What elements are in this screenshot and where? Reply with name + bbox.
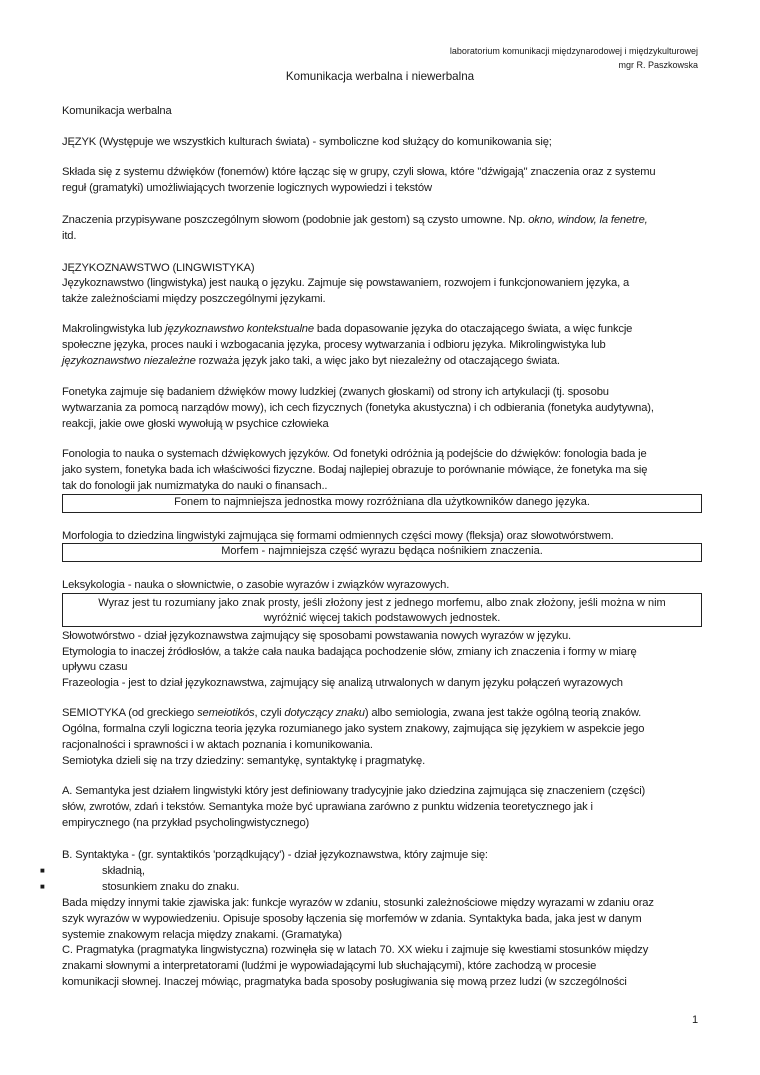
paragraph-sklada-line2: reguł (gramatyki) umożliwiających tworzenie logicznych wypowiedzi i tekstów xyxy=(62,182,432,194)
paragraph-etymologia-line2: upływu czasu xyxy=(62,661,128,673)
text-span: bada dopasowanie języka do otaczającego świata, a więc funkcje xyxy=(313,323,633,335)
heading-jezykoznawstwo: JĘZYKOZNAWSTWO (LINGWISTYKA) xyxy=(62,262,255,274)
paragraph-syntaktyka: B. Syntaktyka - (gr. syntaktikós 'porządkujący') - dział językoznawstwa, który zajmuje się: xyxy=(62,849,488,861)
paragraph-znaczenia-line2: itd. xyxy=(62,230,77,242)
paragraph-jezykoznawstwo-line2: także zależnościami między poszczególnymi językami. xyxy=(62,293,326,305)
paragraph-etymologia-line1: Etymologia to inaczej źródłosłów, a także cała nauka badająca pochodzenie słów, zmiany ich znaczenia i formy w miarę xyxy=(62,646,637,658)
paragraph-semiotyka-line3: racjonalności i sprawności i w aktach poznania i komunikowania. xyxy=(62,739,373,751)
text-span: Znaczenia przypisywane poszczególnym słowom (podobnie jak gestom) są czysto umowne. Np. xyxy=(62,214,529,226)
paragraph-semiotyka-line1 xyxy=(62,705,702,721)
italic-term: językoznawstwo kontekstualne xyxy=(165,323,314,335)
paragraph-bada-line3: systemie znakowym relacja między znakami. (Gramatyka) xyxy=(62,929,342,941)
bullet-icon: ■ xyxy=(40,866,45,875)
italic-term: językoznawstwo niezależne xyxy=(62,355,196,367)
paragraph-makro-line2: społeczne języka, proces nauki i wzbogacania języka, procesy wytwarzania i odbioru języka. Mikrolingwistyka lub xyxy=(62,339,606,351)
italic-term: semeiotikós xyxy=(197,707,255,719)
paragraph-pragmatyka-line3: komunikacji słownej. Inaczej mówiąc, pragmatyka bada sposoby posługiwania się mową przez ludzi (w szczególności xyxy=(62,976,627,988)
definition-text: Fonem to najmniejsza jednostka mowy rozróżniana dla użytkowników danego języka. xyxy=(174,496,590,508)
paragraph-znaczenia-line1 xyxy=(62,212,702,228)
page-title: Komunikacja werbalna i niewerbalna xyxy=(285,70,475,83)
italic-term: dotyczący znaku xyxy=(284,707,365,719)
definition-text: Morfem - najmniejsza część wyrazu będąca nośnikiem znaczenia. xyxy=(221,545,543,557)
paragraph-pragmatyka-line1: C. Pragmatyka (pragmatyka lingwistyczna) rozwinęła się w latach 70. XX wieku i zajmuje się kwestiami stosunków między xyxy=(62,944,649,956)
list-item-skladnia: składnią, xyxy=(102,865,145,877)
header-author: mgr R. Paszkowska xyxy=(618,60,698,70)
paragraph-semiotyka-line2: Ogólna, formalna czyli logiczna teoria języka rozumianego jako system znakowy, zajmująca się językiem w aspekcie jego xyxy=(62,723,645,735)
paragraph-slowotworstwo: Słowotwórstwo - dział językoznawstwa zajmujący się sposobami powstawania nowych wyrazów w języku. xyxy=(62,630,571,642)
italic-example: okno, window, la fenetre, xyxy=(528,214,648,226)
paragraph-bada-line2: szyk wyrazów w wypowiedzeniu. Opisuje sposoby łączenia się morfemów w zdania. Syntaktyka bada, jaka jest w danym xyxy=(62,913,642,925)
definition-box-morfem xyxy=(62,543,702,562)
paragraph-makro-line1 xyxy=(62,321,702,337)
page-number: 1 xyxy=(692,1014,699,1026)
paragraph-sklada-line1: Składa się z systemu dźwięków (fonemów) które łącząc się w grupy, czyli słowa, które "dźwigają" znaczenia oraz z systemu xyxy=(62,166,656,178)
paragraph-fonetyka-line2: wytwarzania za pomocą narządów mowy), ich cech fizycznych (fonetyka akustyczna) i ch odbierania (fonetyka audytywna), xyxy=(62,402,654,414)
paragraph-fonologia-line2: jako system, fonetyka bada ich właściwości fizyczne. Bodaj najlepiej obrazuje to porównanie mówiące, że fonetyka ma się xyxy=(62,464,648,476)
paragraph-bada-line1: Bada między innymi takie zjawiska jak: funkcje wyrazów w zdaniu, stosunki zależnościowe między wyrazami w zdaniu oraz xyxy=(62,897,654,909)
list-item-stosunek: stosunkiem znaku do znaku. xyxy=(102,881,240,893)
text-span: SEMIOTYKA (od greckiego xyxy=(62,707,198,719)
definition-text-line1: Wyraz jest tu rozumiany jako znak prosty, jeśli złożony jest z jednego morfemu, albo znak złożony, jeśli można w nim xyxy=(98,597,666,609)
paragraph-semiotyka-line4: Semiotyka dzieli się na trzy dziedziny: semantykę, syntaktykę i pragmatykę. xyxy=(62,755,426,767)
paragraph-semantyka-line2: słów, zwrotów, zdań i tekstów. Semantyka może być uprawiana zarówno z punktu widzenia teoretycznego jak i xyxy=(62,801,593,813)
paragraph-fonologia-line3: tak do fonologii jak numizmatyka do nauki o finansach.. xyxy=(62,480,328,492)
paragraph-pragmatyka-line2: znakami słownymi a interpretatorami (ludźmi je wypowiadającymi lub słuchającymi), które zachodzą w procesie xyxy=(62,960,597,972)
text-span: , czyli xyxy=(254,707,285,719)
paragraph-leksykologia: Leksykologia - nauka o słownictwie, o zasobie wyrazów i związków wyrazowych. xyxy=(62,579,450,591)
definition-box-wyraz xyxy=(62,593,702,627)
bullet-icon: ■ xyxy=(40,882,45,891)
text-span: rozważa język jako taki, a więc jako byt niezależny od otaczającego świata. xyxy=(195,355,560,367)
paragraph-jezyk: JĘZYK (Występuje we wszystkich kulturach świata) - symboliczne kod służący do komunikowania się; xyxy=(62,136,552,148)
text-span: ) albo semiologia, zwana jest także ogólną teorią znaków. xyxy=(364,707,642,719)
paragraph-morfologia: Morfologia to dziedzina lingwistyki zajmująca się formami odmiennych części mowy (fleksja) oraz słowotwórstwem. xyxy=(62,530,614,542)
definition-box-fonem xyxy=(62,494,702,513)
heading-werbalna: Komunikacja werbalna xyxy=(62,105,172,117)
text-span: Makrolingwistyka lub xyxy=(62,323,166,335)
paragraph-jezykoznawstwo-line1: Językoznawstwo (lingwistyka) jest nauką o języku. Zajmuje się powstawaniem, rozwojem i funkcjonowaniem języka, a xyxy=(62,277,630,289)
paragraph-semantyka-line3: empirycznego (na przykład psycholingwistycznego) xyxy=(62,817,310,829)
paragraph-frazeologia: Frazeologia - jest to dział językoznawstwa, zajmujący się analizą utrwalonych w danym języku połączeń wyrazowych xyxy=(62,677,623,689)
header-lab: laboratorium komunikacji międzynarodowej i międzykulturowej xyxy=(449,46,698,56)
paragraph-fonologia-line1: Fonologia to nauka o systemach dźwiękowych języków. Od fonetyki odróżnia ją podejście do dźwięków: fonologia bada je xyxy=(62,448,647,460)
definition-text-line2: wyróżnić więcej takich podstawowych jednostek. xyxy=(263,612,501,624)
paragraph-fonetyka-line3: reakcji, jakie owe głoski wywołują w psychice człowieka xyxy=(62,418,329,430)
paragraph-semantyka-line1: A. Semantyka jest działem lingwistyki który jest definiowany tradycyjnie jako dziedzina zajmująca się znaczeniem (części) xyxy=(62,785,646,797)
paragraph-makro-line3 xyxy=(62,353,702,369)
paragraph-fonetyka-line1: Fonetyka zajmuje się badaniem dźwięków mowy ludzkiej (zwanych głoskami) od strony ich artykulacji (tj. sposobu xyxy=(62,386,609,398)
